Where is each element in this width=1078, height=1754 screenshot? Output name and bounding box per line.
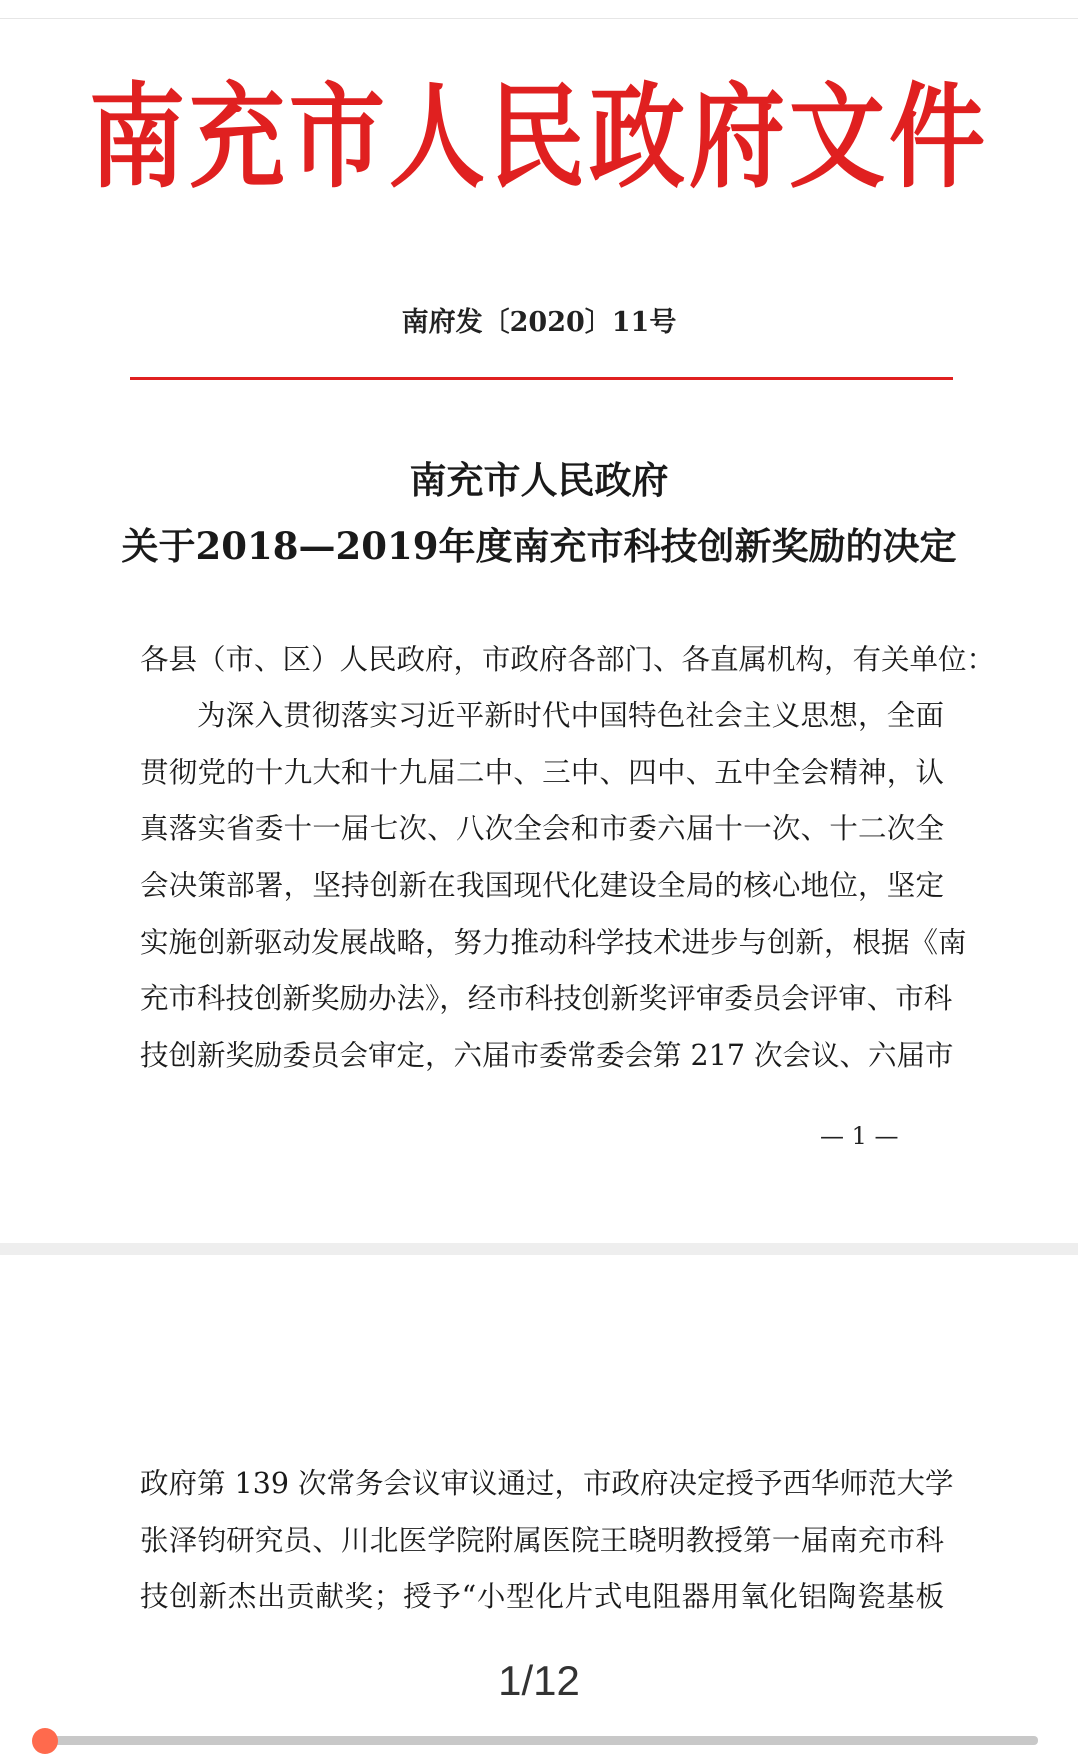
body-line: 充市科技创新奖励办法》，经市科技创新奖评审委员会评审、市科 [140, 982, 953, 1015]
red-divider [130, 377, 953, 380]
body-line: 贯彻党的十九大和十九届二中、三中、四中、五中全会精神，认 [140, 756, 944, 789]
body-line: 技创新奖励委员会审定，六届市委常委会第 217 次会议、六届市 [140, 1039, 954, 1072]
salutation: 各县（市、区）人民政府，市政府各部门、各直属机构，有关单位： [140, 643, 996, 676]
body-line: 实施创新驱动发展战略，努力推动科学技术进步与创新，根据《南 [140, 926, 967, 959]
document-header: 南充市人民政府文件 [89, 70, 989, 204]
document-title-subject: 关于2018—2019年度南充市科技创新奖励的决定 [121, 524, 957, 568]
document-number: 南府发〔2020〕11号 [401, 307, 677, 338]
document-page-1 [0, 18, 1078, 1244]
page-separator [0, 1243, 1078, 1255]
page-indicator: 1/12 [498, 1657, 580, 1704]
body-line: 张泽钧研究员、川北医学院附属医院王晓明教授第一届南充市科 [140, 1524, 944, 1557]
body-line: 技创新杰出贡献奖；授予“小型化片式电阻器用氧化铝陶瓷基板 [140, 1580, 944, 1613]
body-line: 为深入贯彻落实习近平新时代中国特色社会主义思想，全面 [197, 699, 944, 732]
body-line: 真落实省委十一届七次、八次全会和市委六届十一次、十二次全 [140, 812, 944, 845]
page-number-footer: — 1 — [820, 1122, 899, 1150]
body-line: 会决策部署，坚持创新在我国现代化建设全局的核心地位，坚定 [140, 869, 944, 902]
body-line: 政府第 139 次常务会议审议通过，市政府决定授予西华师范大学 [140, 1467, 954, 1500]
scroll-progress-bar[interactable] [40, 1736, 1038, 1745]
document-title-issuer: 南充市人民政府 [409, 458, 669, 502]
scroll-progress-thumb[interactable] [32, 1728, 58, 1754]
